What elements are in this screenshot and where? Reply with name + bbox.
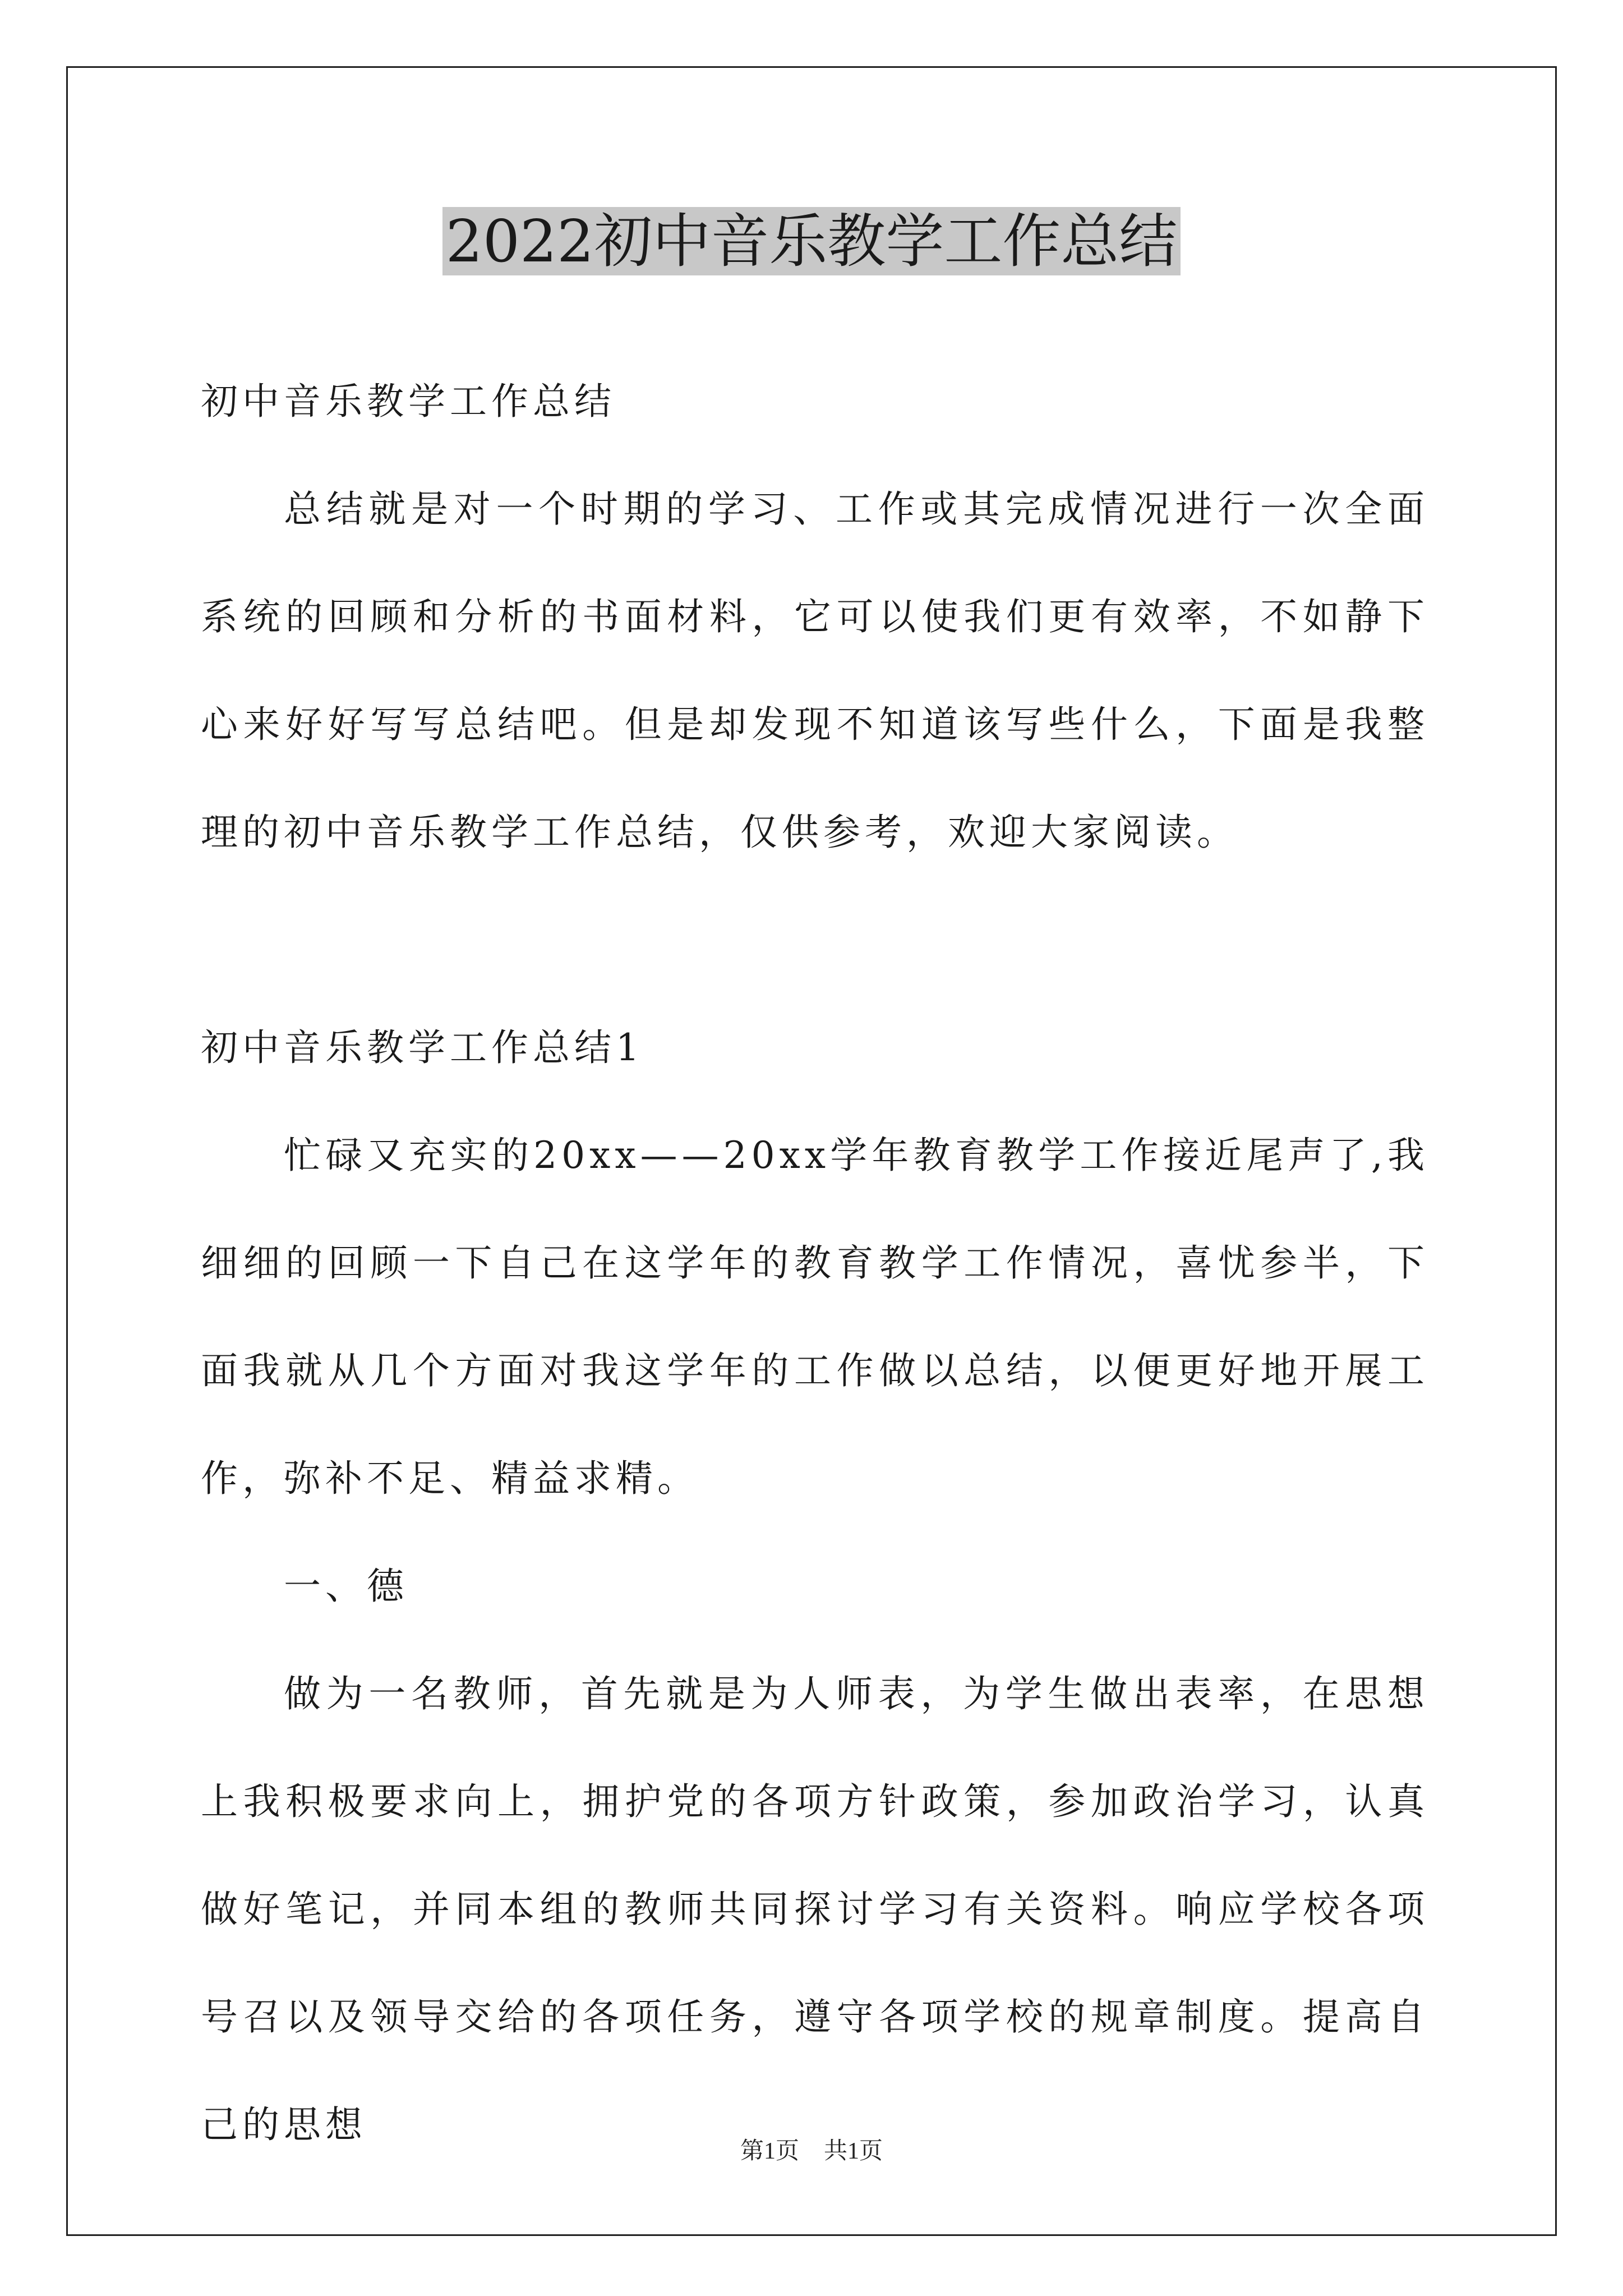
intro-paragraph: 总结就是对一个时期的学习、工作或其完成情况进行一次全面系统的回顾和分析的书面材料，它可以使我们更有效率，不如静下心来好好写写总结吧。但是却发现不知道该写些什么，下面是我整理的初中音乐教学工作总结，仅供参考，欢迎大家阅读。 xyxy=(201,487,1429,854)
body-paragraph: 忙碌又充实的20xx——20xx学年教育教学工作接近尾声了,我细细的回顾一下自己在这学年的教育教学工作情况，喜忧参半，下面我就从几个方面对我这学年的工作做以总结，以便更好地开展工作，弥补不足、精益求精。 xyxy=(201,1134,1429,1500)
spacer xyxy=(201,886,1429,994)
document-body xyxy=(201,348,1429,2179)
body-paragraph: 做为一名教师，首先就是为人师表，为学生做出表率，在思想上我积极要求向上，拥护党的各项方针政策，参加政治学习，认真做好笔记，并同本组的教师共同探讨学习有关资料。响应学校各项号召以及领导交给的各项任务，遵守各项学校的规章制度。提高自己的思想 xyxy=(201,1672,1429,2146)
title-text: 2022初中音乐教学工作总结 xyxy=(442,207,1181,275)
document-title xyxy=(0,202,1623,280)
page-number-total: 共1页 xyxy=(824,2138,883,2164)
page-number-current: 第1页 xyxy=(740,2138,799,2164)
subtitle-paragraph: 初中音乐教学工作总结 xyxy=(201,380,616,423)
section-heading: 初中音乐教学工作总结1 xyxy=(201,1026,644,1069)
page-footer xyxy=(0,2134,1623,2168)
section-subheading: 一、德 xyxy=(284,1565,408,1608)
